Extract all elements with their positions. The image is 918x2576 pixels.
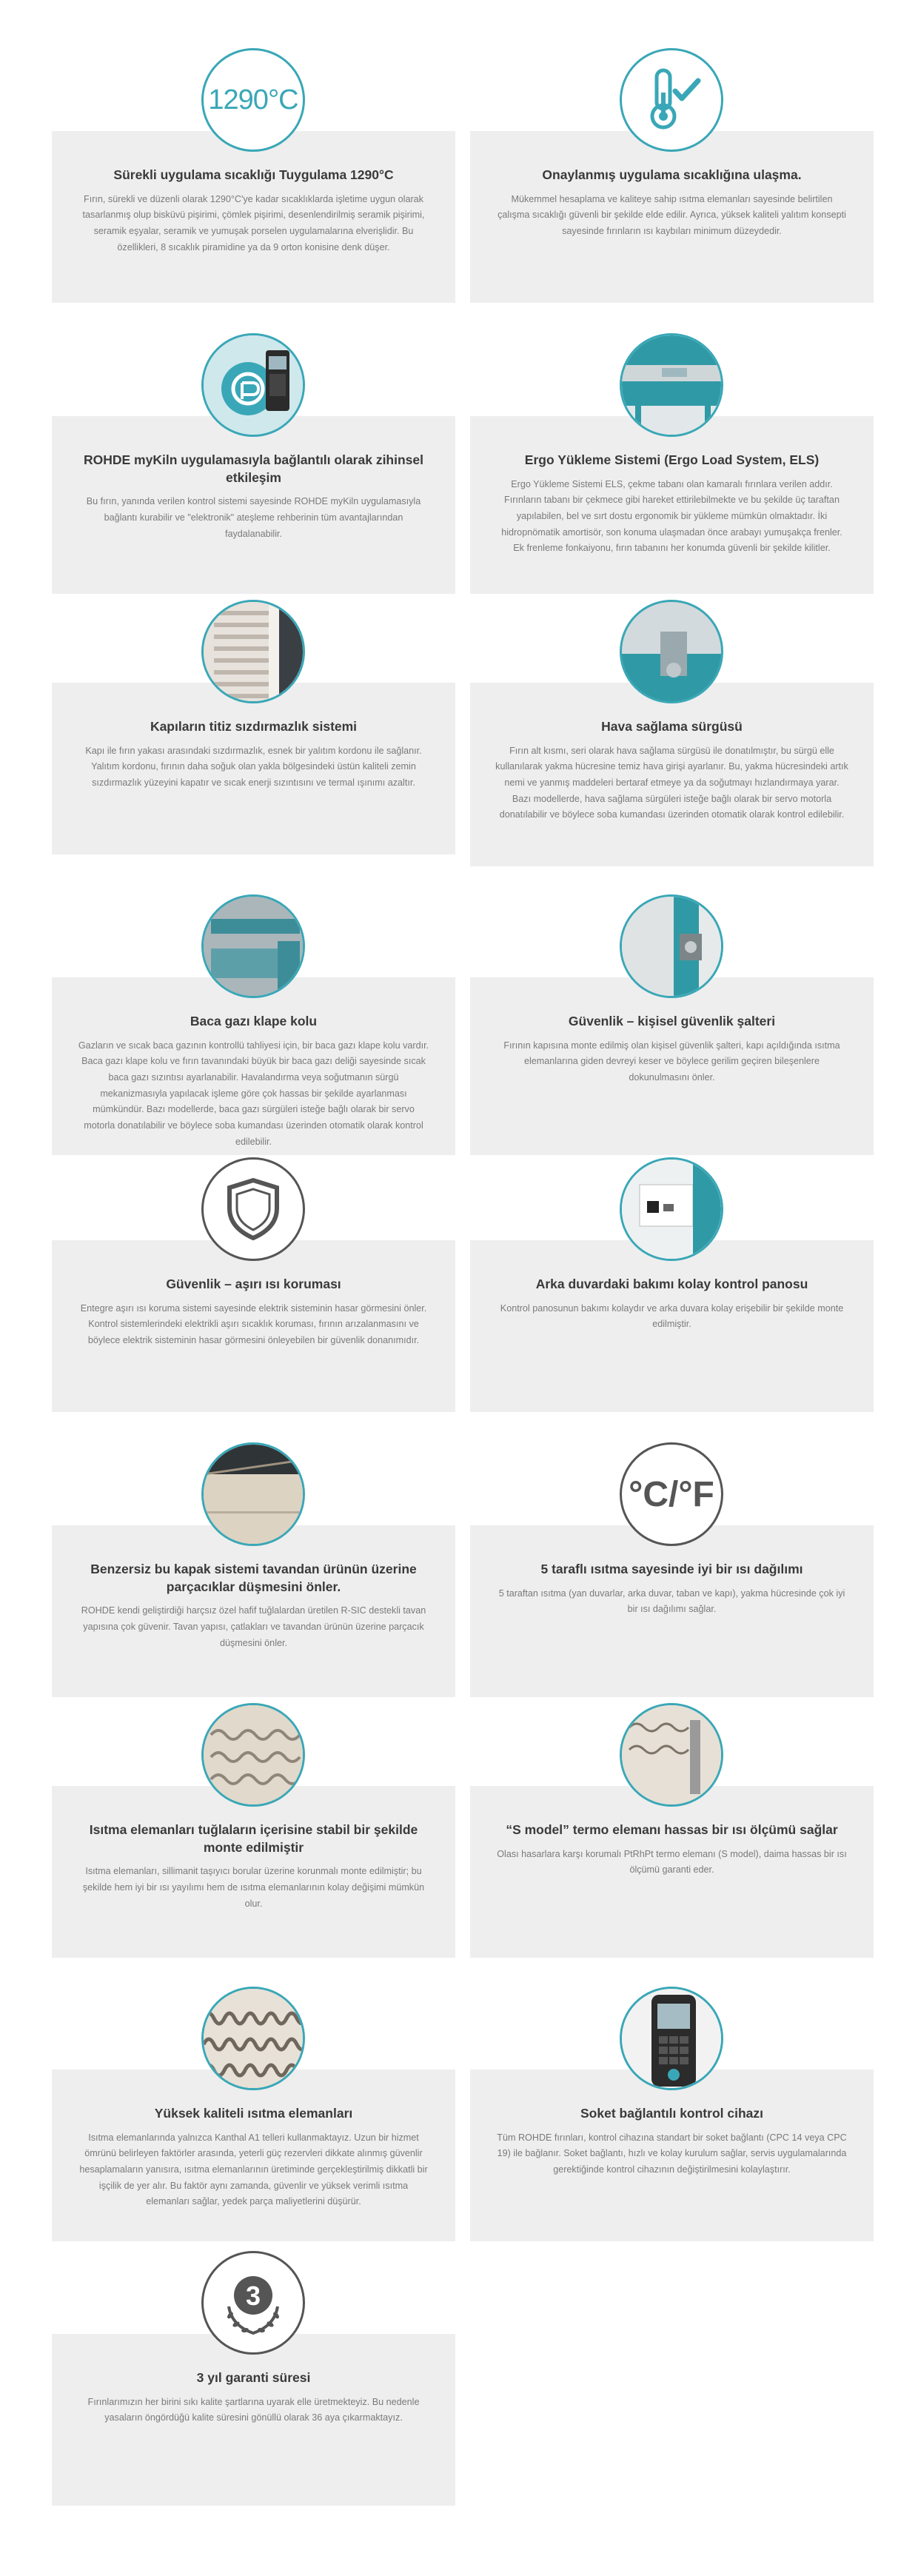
safety-switch-icon bbox=[620, 894, 723, 998]
svg-text:3: 3 bbox=[245, 2281, 261, 2311]
ergo-load-system-icon bbox=[620, 333, 723, 437]
feature-box bbox=[470, 131, 874, 303]
feature-box bbox=[52, 416, 455, 594]
feature-box bbox=[470, 977, 874, 1155]
feature-title: Arka duvardaki bakımı kolay kontrol panosu bbox=[535, 1277, 808, 1291]
feature-title: Ergo Yükleme Sistemi (Ergo Load System, ELS) bbox=[524, 452, 820, 467]
feature-box bbox=[52, 683, 455, 854]
feature-text: Bu fırın, yanında verilen kontrol sistemi sayesinde ROHDE myKiln uygulamasıyla bağlantı kurabilir ve "elektronik" ateşleme rehberinin tüm avantajlarından faydalanabilir. bbox=[86, 496, 421, 539]
feature-text: Isıtma elemanlarında yalnızca Kanthal A1 telleri kullanmaktayız. Uzun bir hizmet ömrünü belirleyen faktörler arasında, yeterli güç rezervleri dikkate alınmış güvenlir hesaplamaların yanısıra, ısıtma elemanlarının üretiminde gerçekleştirilmiş dikkatli bir işçilik de yer alır. Bu faktör aynı zamanda, güvenlir ve yüksek verimli ısıtma elemanları sağlar, yedek parça maliyetlerini düşürür. bbox=[79, 2132, 428, 2207]
feature-title: Soket bağlantılı kontrol cihazı bbox=[580, 2106, 763, 2121]
heating-element-mount-icon bbox=[201, 1703, 305, 1807]
mykiln-app-icon bbox=[201, 333, 305, 437]
feature-text: Fırınlarımızın her birini sıkı kalite şartlarına uyarak elle üretmekteyiz. Bu nedenle yasaların öngördüğü kalite süresini gönüllü olarak 36 aya çıkarmaktayız. bbox=[87, 2396, 420, 2423]
control-panel-icon bbox=[620, 1157, 723, 1261]
feature-text: Olası hasarlara karşı korumalı PtRhPt termo elemanı (S model), daima hassas bir ısı ölçümü garanti eder. bbox=[497, 1848, 847, 1876]
feature-title: Güvenlik – aşırı ısı koruması bbox=[166, 1277, 341, 1291]
feature-box bbox=[470, 1786, 874, 1958]
ceiling-system-icon bbox=[201, 1442, 305, 1546]
feature-text: Isıtma elemanları, sillimanit taşıyıcı borular üzerine korunmalı monte edilmiştir; bu şekilde hem iyi bir ısı yayılımı hem de ısıtma elemanlarının kolay değişimi mümkün olur. bbox=[82, 1866, 425, 1909]
feature-title: ROHDE myKiln uygulamasıyla bağlantılı olarak zihinsel etkileşim bbox=[83, 452, 424, 485]
feature-title: Yüksek kaliteli ısıtma elemanları bbox=[154, 2106, 353, 2121]
feature-box bbox=[52, 131, 455, 303]
feature-title: Benzersiz bu kapak sistemi tavandan ürünün üzerine parçacıklar düşmesini önler. bbox=[90, 1562, 417, 1594]
feature-text: Ergo Yükleme Sistemi ELS, çekme tabanı olan kamaralı fırınlara verilen addır. Fırınların tabanı bir çekmece gibi hareket ettirilebilmekte ve bu şekilde üç taraftan yapılabilen, bel ve sırt dostu ergonomik bir yükleme mümkün olmaktadır. İki hidropnömatik amortisör, son konuma ulaşmadan önce arabayı yumuşakça frenler. Ek frenleme fonkaiyonu, fırın tabanını her konumda güvenli bir şekilde kilitler. bbox=[501, 478, 842, 554]
feature-box bbox=[52, 2070, 455, 2241]
temperature-1290-icon: 1290°C bbox=[201, 48, 305, 152]
feature-text: Fırın alt kısmı, seri olarak hava sağlama sürgüsü ile donatılmıştır, bu sürgü elle kullanılarak yakma hücresine temiz hava girişi ayarlanır. Bu, yakma hücresindeki artık nemi ve yanmış maddeleri bertaraf etmeye ya da soğutmayı hızlandırmaya yarar. Bazı modellerde, hava sağlama sürgüleri isteğe bağlı olarak bir servo motorla donatılabilir ve böylece soba kumandası üzerinden otomatik olarak kontrol edilebilir. bbox=[495, 745, 848, 820]
feature-title: 3 yıl garanti süresi bbox=[196, 2370, 311, 2385]
celsius-fahrenheit-icon: °C/°F bbox=[620, 1442, 723, 1546]
feature-box bbox=[470, 683, 874, 866]
feature-title: Baca gazı klape kolu bbox=[190, 1014, 318, 1028]
feature-title: “S model” termo elemanı hassas bir ısı ölçümü sağlar bbox=[506, 1822, 838, 1837]
feature-text: Fırının kapısına monte edilmiş olan kişisel güvenlik şalteri, kapı açıldığında ısıtma elemanlarına giden devreyi keser ve böylece gerilim geçiren bileşenlere dokunulmasını önler. bbox=[503, 1040, 840, 1083]
shield-icon bbox=[201, 1157, 305, 1261]
feature-box bbox=[52, 1525, 455, 1697]
controller-device-icon bbox=[620, 1987, 723, 2090]
feature-box bbox=[52, 2334, 455, 2506]
feature-box bbox=[470, 2070, 874, 2241]
heating-coil-icon bbox=[201, 1987, 305, 2090]
feature-text: Kapı ile fırın yakası arasındaki sızdırmazlık, esnek bir yalıtım kordonu ile sağlanır. Yalıtım kordonu, fırının daha soğuk olan yakla bölgesindeki üstün kaliteli zemin sızdırmazlık yüzeyini kapatır ve sıcak enerji sızıntısını ve termal ışınımı azaltır. bbox=[85, 745, 422, 788]
feature-box bbox=[470, 1240, 874, 1412]
warranty-3-years-icon bbox=[201, 2251, 305, 2355]
feature-text: ROHDE kendi geliştirdiği harçsız özel hafif tuğlalardan üretilen R-SIC destekli tavan yapısına çok güvenir. Tavan yapısı, çatlakları ve tavandan ürünün üzerine parçacık düşmesini önler. bbox=[81, 1605, 426, 1648]
feature-title: Kapıların titiz sızdırmazlık sistemi bbox=[150, 719, 358, 734]
thermometer-check-icon bbox=[620, 48, 723, 152]
feature-title: 5 taraflı ısıtma sayesinde iyi bir ısı dağılımı bbox=[540, 1562, 803, 1576]
feature-text: 5 taraftan ısıtma (yan duvarlar, arka duvar, taban ve kapı), yakma hücresinde çok iyi bir ısı dağılımı sağlar. bbox=[498, 1588, 845, 1615]
feature-text: Fırın, sürekli ve düzenli olarak 1290°C'ye kadar sıcaklıklarda işletime uygun olarak tasarlanmış olup bisküvü pişirimi, çömlek pişirimi, desenlendirilmiş seramik pişirimi, seramik eşyalar, seramik ve yumuşak porselen uygulamalarına elverişlidir. Bu özellikleri, 8 sıcaklık piramidine ya da 9 orton konisine denk düşer. bbox=[82, 193, 425, 252]
air-supply-slide-icon bbox=[620, 600, 723, 703]
feature-title: Onaylanmış uygulama sıcaklığına ulaşma. bbox=[542, 167, 802, 182]
feature-box bbox=[52, 1240, 455, 1412]
feature-title: Hava sağlama sürgüsü bbox=[601, 719, 743, 734]
feature-box bbox=[52, 1786, 455, 1958]
feature-text: Kontrol panosunun bakımı kolaydır ve arka duvara kolay erişebilir bir şekilde monte edilmiştir. bbox=[500, 1302, 844, 1330]
door-seal-icon bbox=[201, 600, 305, 703]
feature-box bbox=[470, 416, 874, 594]
flue-gas-flap-icon bbox=[201, 894, 305, 998]
thermocouple-icon bbox=[620, 1703, 723, 1807]
feature-box bbox=[470, 1525, 874, 1697]
feature-title: Sürekli uygulama sıcaklığı Tuygulama 1290°C bbox=[113, 167, 394, 182]
feature-box bbox=[52, 977, 455, 1155]
feature-title: Güvenlik – kişisel güvenlik şalteri bbox=[568, 1014, 776, 1028]
feature-text: Mükemmel hesaplama ve kaliteye sahip ısıtma elemanları sayesinde belirtilen çalışma sıcaklığı güvenli bir şekilde elde edilir. Ayrıca, yüksek kaliteli yalıtım konsepti sayesinde fırınların ısı kaybıları minimum düzeydedir. bbox=[497, 193, 846, 236]
feature-text: Entegre aşırı ısı koruma sistemi sayesinde elektrik sisteminin hasar görmesini önler. Kontrol sistemlerindeki elektrikli aşırı sıcaklık koruması, fırının arızalanmasını ve böylece elektrik sisteminin hasar görmesini önleyebilen bir güvenlik donanımıdır. bbox=[80, 1302, 427, 1345]
feature-title: Isıtma elemanları tuğlaların içerisine stabil bir şekilde monte edilmiştir bbox=[89, 1822, 418, 1855]
feature-text: Tüm ROHDE fırınları, kontrol cihazına standart bir soket bağlantı (CPC 14 veya CPC 19) ile bağlanır. Soket bağlantı, hızlı ve kolay kurulum sağlar, servis uygulamalarında gerektiğinde kontrol cihazının değiştirilmesini kolaylaştırır. bbox=[497, 2132, 847, 2175]
feature-text: Gazların ve sıcak baca gazının kontrollü tahliyesi için, bir baca gazı klape kolu vardır. Baca gazı klape kolu ve fırın tavanındaki büyük bir baca gazı deliği sayesinde sıcak baca gazı sızıntısı ayarlanabilir. Havalandırma veya soğutmanın sürgü mekanizmasıyla yapılacak işleme göre çok hassas bir şekilde ayarlanması mümkündür. Bazı modellerde, baca gazı sürgüleri isteğe bağlı olarak bir servo motorla donatılabilir ve böylece soba kumandası üzerinden otomatik olarak kontrol edilebilir. bbox=[78, 1040, 429, 1147]
